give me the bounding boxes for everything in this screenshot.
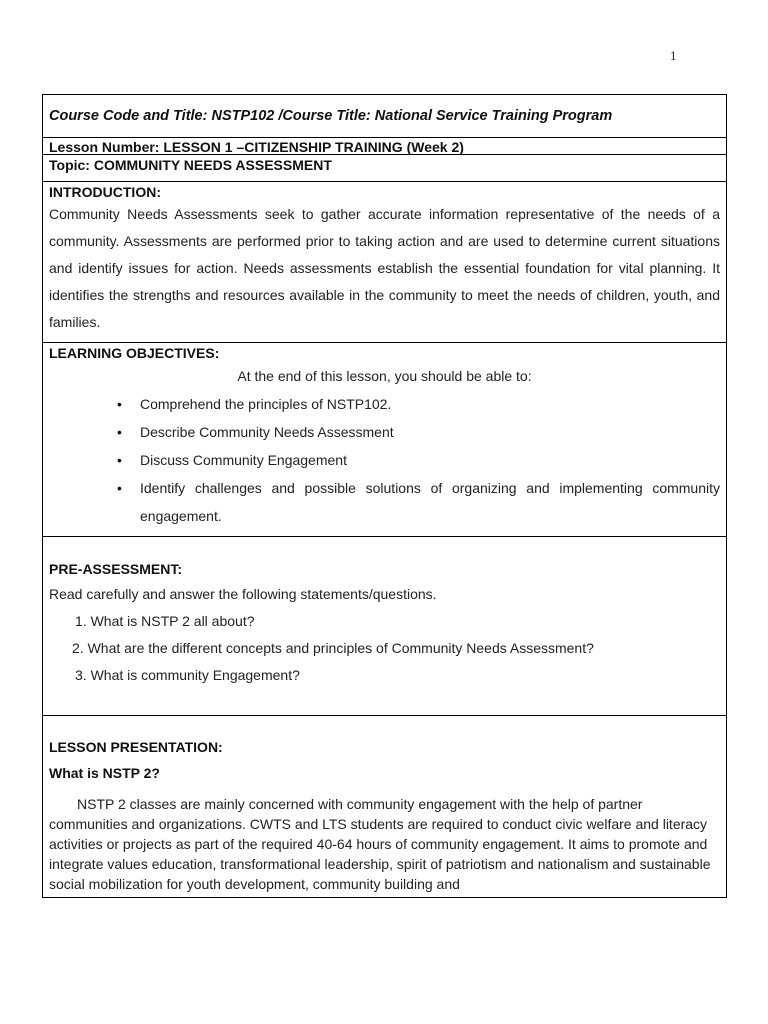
topic-title: Topic: COMMUNITY NEEDS ASSESSMENT	[49, 157, 332, 173]
topic-row	[43, 155, 726, 182]
objective-item: • Discuss Community Engagement	[140, 446, 720, 474]
objectives-list	[43, 390, 726, 530]
pre-assessment-instruction: Read carefully and answer the following statements/questions.	[49, 586, 437, 602]
introduction-heading: INTRODUCTION:	[49, 184, 161, 200]
objectives-section	[43, 343, 726, 537]
lesson-number: Lesson Number: LESSON 1 –CITIZENSHIP TRAINING (Week 2)	[49, 139, 464, 155]
lesson-row	[43, 138, 726, 155]
lesson-presentation-paragraph: NSTP 2 classes are mainly concerned with community engagement with the help of partner communities and organizations. CWTS and LTS students are required to conduct civic welfare and literacy activities or projects as part of the required 40-64 hours of community engagement. It aims to promote and integrate values education, transformational leadership, spirit of patriotism and nationalism and sustainable social mobilization for youth development, community building and	[49, 796, 711, 892]
page-number: 1	[670, 48, 677, 63]
introduction-section	[43, 182, 726, 343]
lesson-table	[42, 94, 727, 898]
lesson-presentation-heading: LESSON PRESENTATION:	[49, 739, 223, 755]
objective-item: • Comprehend the principles of NSTP102.	[140, 390, 720, 418]
lesson-presentation-section	[43, 716, 726, 897]
course-row	[43, 95, 726, 138]
question-item: 3. What is community Engagement?	[75, 667, 300, 683]
course-title: Course Code and Title: NSTP102 /Course Title: National Service Training Program	[49, 108, 613, 124]
question-item: 1. What is NSTP 2 all about?	[75, 613, 255, 629]
question-list	[49, 608, 720, 689]
objective-item: • Identify challenges and possible solutions of organizing and implementing community engagement.	[140, 474, 720, 530]
introduction-body: Community Needs Assessments seek to gather accurate information representative of the needs of a community. Assessments are performed prior to taking action and are used to determine current situations and identify issues for action. Needs assessments establish the essential foundation for vital planning. It identifies the strengths and resources available in the community to meet the needs of children, youth, and families.	[49, 206, 720, 330]
objective-item: • Describe Community Needs Assessment	[140, 418, 720, 446]
pre-assessment-heading: PRE-ASSESSMENT:	[49, 561, 183, 577]
pre-assessment-section	[43, 537, 726, 716]
lesson-presentation-subheading: What is NSTP 2?	[49, 765, 160, 781]
question-item: 2. What are the different concepts and principles of Community Needs Assessment?	[72, 640, 594, 656]
objectives-heading: LEARNING OBJECTIVES:	[49, 345, 220, 361]
objectives-intro: At the end of this lesson, you should be able to:	[237, 368, 532, 384]
